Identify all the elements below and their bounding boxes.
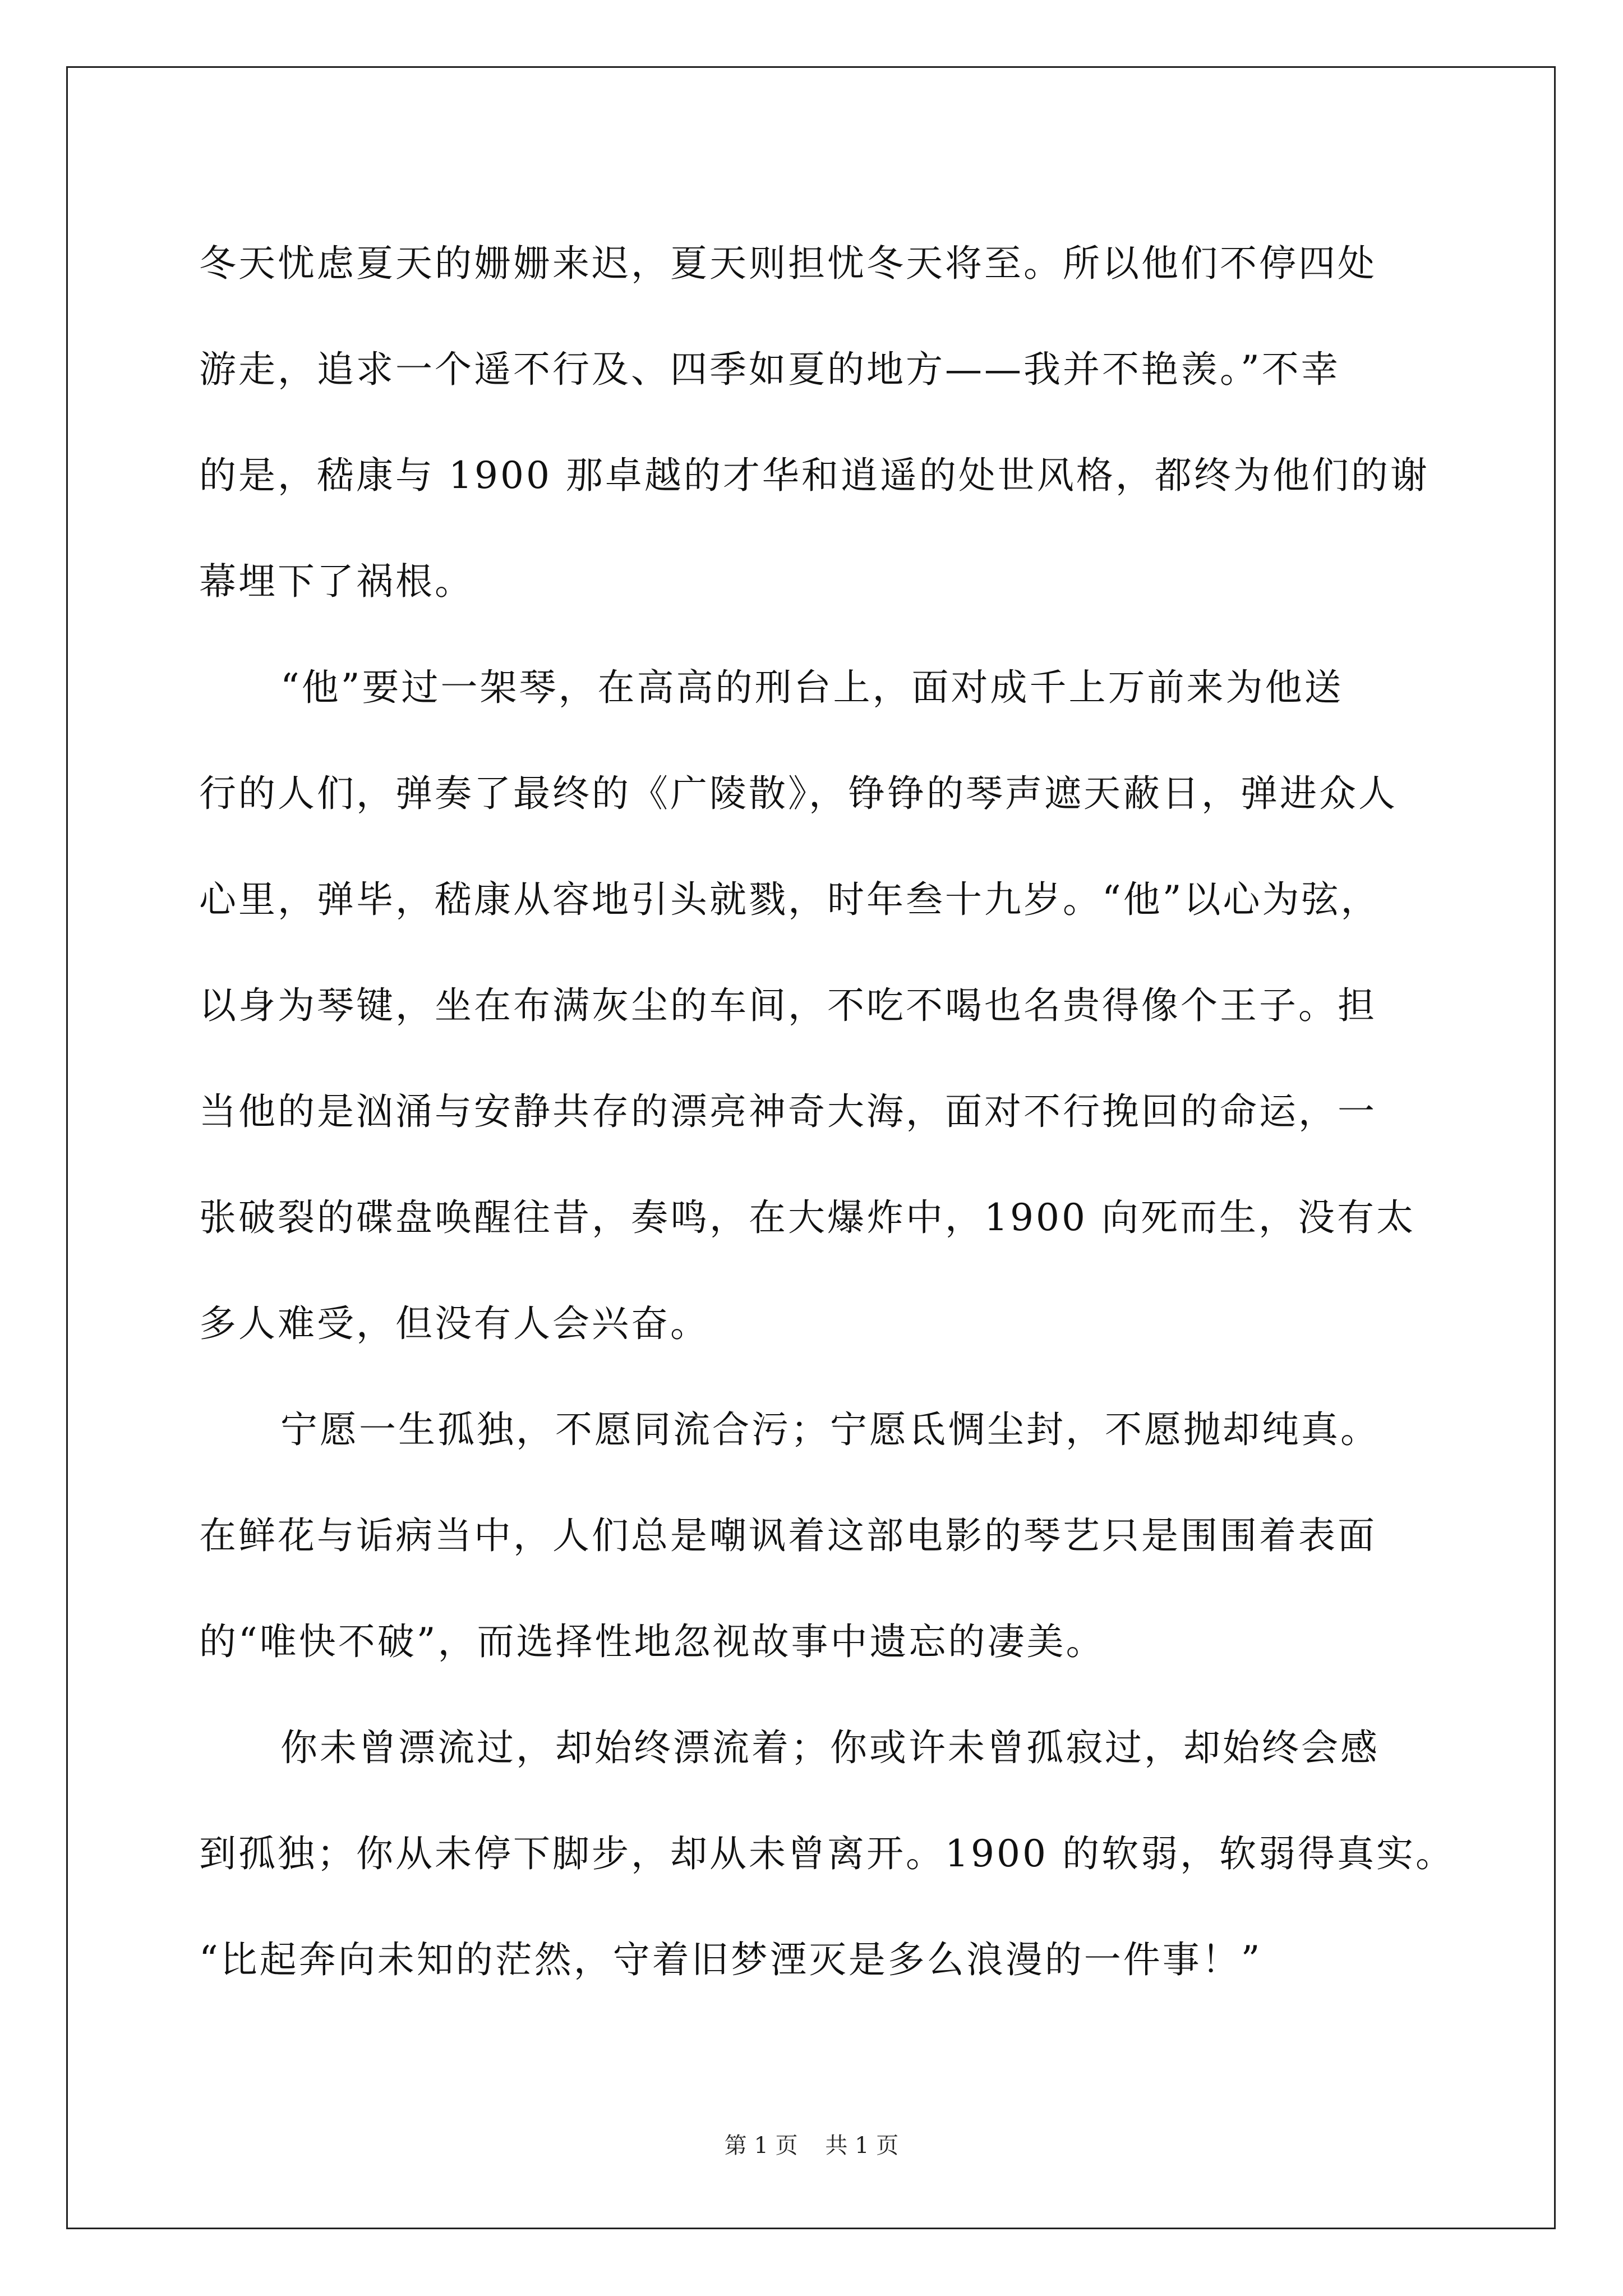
text-line: “他”要过一架琴，在高高的刑台上，面对成千上万前来为他送 [280,666,1344,709]
text-line: 心里，弹毕，嵇康从容地引头就戮，时年叁十九岁。“他”以心为弦， [199,878,1380,921]
text-line: 的是，嵇康与 1900 那卓越的才华和逍遥的处世风格，都终为他们的谢 [199,454,1430,497]
text-line: 你未曾漂流过，却始终漂流着；你或许未曾孤寂过，却始终会感 [280,1726,1380,1769]
paragraph-2 [199,634,1433,1377]
text-line: 行的人们，弹奏了最终的《广陵散》，铮铮的琴声遮天蔽日，弹进众人 [199,772,1398,815]
page-footer [0,2132,1623,2160]
page-total: 共 1 页 [825,2133,899,2159]
document-body [199,210,1455,2013]
text-line: 多人难受，但没有人会兴奋。 [199,1302,709,1345]
text-line: 张破裂的碟盘唤醒往昔，奏鸣，在大爆炸中，1900 向死而生，没有太 [199,1196,1415,1239]
paragraph-4 [199,1695,1455,2013]
text-line: 到孤独；你从未停下脚步，却从未曾离开。1900 的软弱，软弱得真实。 [199,1832,1455,1875]
text-line: 以身为琴键，坐在布满灰尘的车间，不吃不喝也名贵得像个王子。担 [199,984,1377,1027]
text-line: 冬天忧虑夏天的姗姗来迟，夏天则担忧冬天将至。所以他们不停四处 [199,242,1377,285]
text-line: “比起奔向未知的茫然，守着旧梦湮灭是多么浪漫的一件事！” [199,1938,1262,1981]
text-line: 宁愿一生孤独，不愿同流合污；宁愿氐惆尘封，不愿抛却纯真。 [280,1408,1380,1451]
paragraph-3 [199,1377,1433,1695]
paragraph-1 [199,210,1433,634]
text-line: 游走，追求一个遥不行及、四季如夏的地方——我并不艳羡。”不幸 [199,348,1340,391]
text-line: 当他的是汹涌与安静共存的漂亮神奇大海，面对不行挽回的命运，一 [199,1090,1377,1133]
page-number: 第 1 页 [724,2133,798,2159]
text-line: 幕埋下了祸根。 [199,560,474,603]
text-line: 在鲜花与诟病当中，人们总是嘲讽着这部电影的琴艺只是围围着表面 [199,1514,1377,1557]
text-line: 的“唯快不破”，而选择性地忽视故事中遗忘的凄美。 [199,1620,1105,1663]
